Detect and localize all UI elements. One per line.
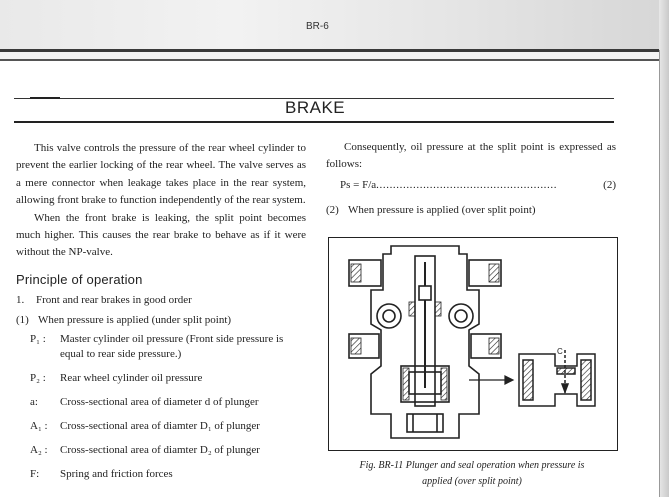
list-item-1	[16, 290, 306, 310]
page-edge-shadow	[659, 0, 669, 497]
figure-caption-line-1: Fig. BR-11 Plunger and seal operation when pressure is	[359, 460, 585, 471]
definition-item	[16, 395, 306, 410]
formula-line	[326, 177, 616, 194]
definition-symbol: P₁ :	[30, 332, 46, 345]
header-rule-accent	[30, 97, 60, 99]
valve-cross-section-drawing	[329, 238, 617, 450]
definition-item	[16, 371, 306, 386]
definition-list	[16, 332, 306, 482]
figure-caption-line-2: applied (over split point)	[422, 476, 522, 487]
formula-leader-dots: ......................................................	[376, 178, 558, 191]
sub-item-2-text: When pressure is applied (over split point)	[348, 203, 536, 216]
definition-text: Cross-sectional area of diamter D₁ of plunger	[60, 419, 260, 432]
definition-item	[16, 443, 306, 458]
definition-item	[16, 419, 306, 434]
previous-page-strip	[0, 0, 669, 50]
split-point-paragraph: Consequently, oil pressure at the split point is expressed as follows:	[326, 141, 616, 171]
valve-body	[349, 246, 501, 438]
header-rule-bottom	[14, 121, 614, 123]
left-column	[16, 140, 306, 491]
intro-paragraph: This valve controls the pressure of the rear wheel cylinder to prevent the earlier locking of the rear wheel. The valve serves as a mere connector when leakage takes place in the rear system, allowing front brake to function independently of the rear system.	[16, 142, 306, 207]
figure-frame	[328, 237, 618, 451]
detail-label-c: C	[557, 347, 563, 356]
definition-symbol: a:	[30, 395, 38, 408]
definition-text: Cross-sectional area of diameter d of plunger	[60, 395, 259, 408]
sub-item-2	[326, 202, 616, 219]
definition-text: Cross-sectional area of diamter D₂ of plunger	[60, 443, 260, 456]
right-column	[326, 139, 616, 219]
page-separator-gap	[0, 52, 669, 59]
definition-symbol: P₂ :	[30, 371, 46, 384]
formula-number: (2)	[603, 178, 616, 191]
list-item-1-number: 1.	[16, 293, 25, 306]
definition-text: Master cylinder oil pressure (Front side pressure is equal to rear side pressure.)	[60, 332, 284, 360]
principle-heading: Principle of operation	[16, 271, 143, 287]
formula: Ps = F/a	[340, 178, 377, 191]
sub-item-2-number: (2)	[326, 203, 339, 216]
definition-symbol: A₁ :	[30, 419, 48, 432]
seal-detail-view	[519, 350, 595, 406]
definition-text: Rear wheel cylinder oil pressure	[60, 371, 203, 384]
sub-item-1-text: When pressure is applied (under split point)	[38, 313, 232, 326]
detail-arrow	[469, 376, 513, 384]
page-edge-line	[659, 50, 660, 497]
definition-symbol: A₂ :	[30, 443, 48, 456]
sub-item-1	[16, 310, 306, 330]
definition-item	[16, 467, 306, 482]
list-item-1-text: Front and rear brakes in good order	[36, 293, 192, 306]
definition-symbol: F:	[30, 467, 40, 480]
page-separator-lower	[0, 59, 669, 61]
sub-item-1-number: (1)	[16, 313, 29, 326]
section-title: BRAKE	[285, 98, 346, 117]
second-paragraph: When the front brake is leaking, the split point becomes much higher. This causes the rear brake to behave as if it were without the NP-valve.	[16, 211, 306, 259]
definition-item	[16, 332, 306, 362]
definition-text: Spring and friction forces	[60, 467, 173, 480]
page-number: BR-6	[306, 21, 329, 32]
figure-caption	[332, 458, 612, 490]
